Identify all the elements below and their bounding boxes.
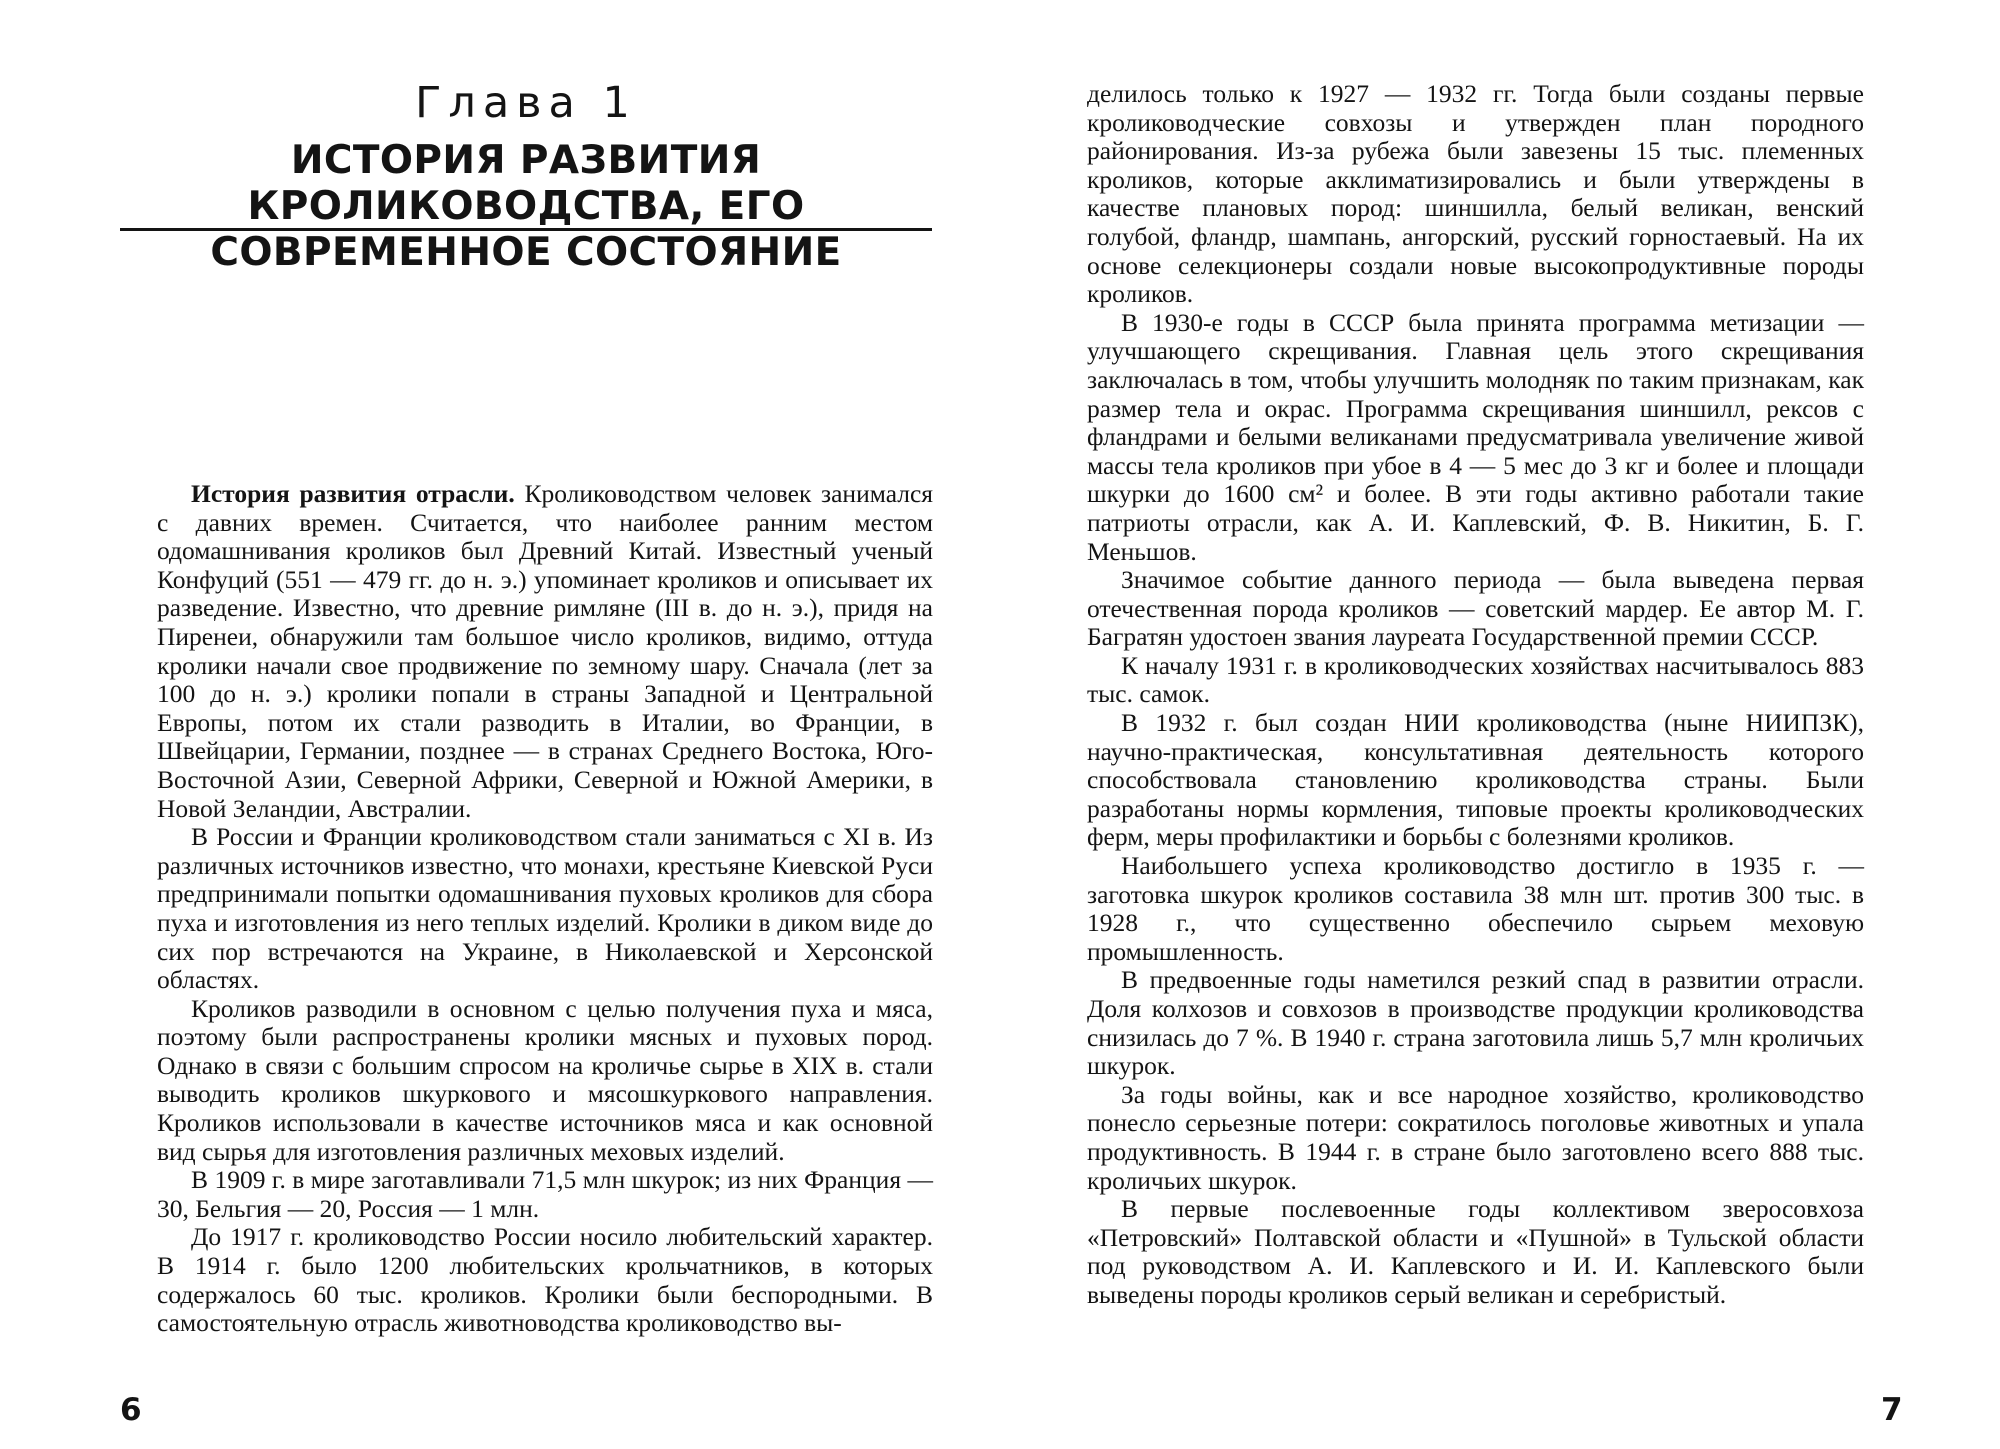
body-paragraph: Значимое событие данного периода — была выведена первая отечественная порода кроликов — советский мардер. Ее автор М. Г. Багратян удостоен звания лауреата Государственной премии СССР. (1087, 565, 1864, 652)
body-paragraph: В 1930-е годы в СССР была принята программа метизации — улучшающего скрещивания. Главная цель этого скрещивания заключалась в том, чтобы улучшить молодняк по таким признакам, как размер тела и окрас. Программа скрещивания шиншилл, рексов с фландрами и белыми великанами предусматривала увеличение живой массы тела кроликов при убое в 4 — 5 мес до 3 кг и более и площади шкурки до 1600 см² и более. В эти годы активно работали такие патриоты отрасли, как А. И. Каплевский, Ф. В. Никитин, Б. Г. Меньшов. (1087, 307, 1864, 566)
body-paragraph: делилось только к 1927 — 1932 гг. Тогда были созданы первые кролиководческие совхозы и утвержден план породного районирования. Из-за рубежа были завезены 15 тыс. племенных кроликов, которые акклиматизировались и были утверждены в качестве плановых пород: шиншилла, белый великан, венский голубой, фландр, шампань, ангорский, русский горностаевый. На их основе селекционеры создали новые высокопродуктивные породы кроликов. (1087, 79, 1864, 309)
body-paragraph: Кроликов разводили в основном с целью получения пуха и мяса, поэтому были распространены кролики мясных и пуховых пород. Однако в связи с большим спросом на кроличье сырье в XIX в. стали выводить кроликов шкуркового и мясошкуркового направления. Кроликов использовали в качестве источников мяса и как основной вид сырья для изготовления различных меховых изделий. (157, 993, 933, 1166)
body-paragraph: В 1932 г. был создан НИИ кролиководства (ныне НИИПЗК), научно-практическая, консультативная деятельность которого способствовала становлению кролиководства страны. Были разработаны нормы кормления, типовые проекты кролиководческих ферм, меры профилактики и борьбы с болезнями кроликов. (1087, 708, 1864, 852)
body-paragraph (157, 480, 933, 823)
title-divider (120, 228, 932, 231)
chapter-label: Глава 1 (415, 78, 637, 128)
body-paragraph: В России и Франции кролиководством стали заниматься с XI в. Из различных источников известно, что монахи, крестьяне Киевской Руси предпринимали попытки одомашнивания пуховых кроликов для сбора пуха и изготовления из него теплых изделий. Кролики в диком виде до сих пор встречаются на Украине, в Николаевской и Херсонской областях. (157, 822, 933, 995)
body-paragraph: За годы войны, как и все народное хозяйство, кролиководство понесло серьезные потери: сократилось поголовье животных и упала продуктивность. В 1944 г. в стране было заготовлено всего 888 тыс. кроличьих шкурок. (1087, 1079, 1864, 1195)
body-paragraph: К началу 1931 г. в кролиководческих хозяйствах насчитывалось 883 тыс. самок. (1087, 650, 1864, 709)
section-heading: История развития отрасли. (191, 479, 515, 508)
left-page-body (157, 480, 933, 1338)
body-paragraph: В 1909 г. в мире заготавливали 71,5 млн шкурок; из них Франция — 30, Бельгия — 20, Россия — 1 млн. (157, 1165, 933, 1223)
chapter-title: ИСТОРИЯ РАЗВИТИЯ КРОЛИКОВОДСТВА, ЕГО СОВРЕМЕННОЕ СОСТОЯНИЕ (210, 138, 842, 275)
body-paragraph: До 1917 г. кролиководство России носило любительский характер. В 1914 г. было 1200 любительских крольчатников, в которых содержалось 60 тыс. кроликов. Кролики были беспородными. В самостоятельную отрасль животноводства кролиководство вы- (157, 1222, 933, 1338)
body-paragraph: В первые послевоенные годы коллективом зверосовхоза «Петровский» Полтавской области и «Пушной» в Тульской области под руководством А. И. Каплевского и И. И. Каплевского были выведены породы кроликов серый великан и серебристый. (1087, 1194, 1864, 1309)
body-paragraph: В предвоенные годы наметился резкий спад в развитии отрасли. Доля колхозов и совхозов в производстве продукции кролиководства снизилась до 7 %. В 1940 г. страна заготовила лишь 5,7 млн кроличьих шкурок. (1087, 965, 1864, 1081)
page-number-right: 7 (1881, 1392, 1903, 1428)
page-number-left: 6 (120, 1392, 142, 1428)
body-paragraph: Наибольшего успеха кролиководство достигло в 1935 г. — заготовка шкурок кроликов составила 38 млн шт. против 300 тыс. в 1928 г., что существенно обеспечило сырьем меховую промышленность. (1087, 851, 1864, 966)
right-page-body (1087, 80, 1864, 1310)
paragraph-text: Кролиководством человек занимался с давних времен. Считается, что наиболее ранним местом одомашнивания кроликов был Древний Китай. Известный ученый Конфуций (551 — 479 гг. до н. э.) упоминает кроликов и описывает их разведение. Известно, что древние римляне (III в. до н. э.), придя на Пиренеи, обнаружили там большое число кроликов, видимо, оттуда кролики начали свое продвижение по земному шару. Сначала (лет за 100 до н. э.) кролики попали в страны Западной и Центральной Европы, потом их стали разводить в Италии, во Франции, в Швейцарии, Германии, позднее — в странах Среднего Востока, Юго-Восточной Азии, Северной Африки, Северной и Южной Америки, в Новой Зеландии, Австралии. (157, 479, 934, 823)
right-page (1000, 0, 2000, 1449)
